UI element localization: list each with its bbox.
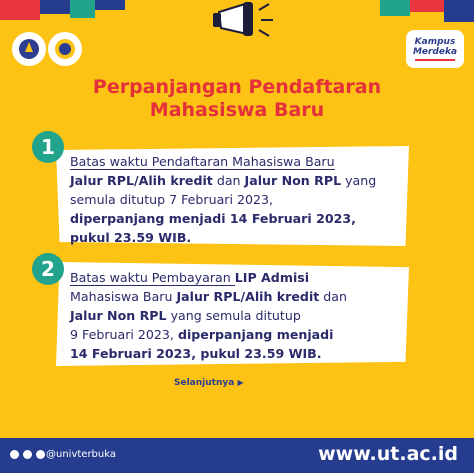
item2-line2-text2: dan: [319, 289, 347, 304]
item1-line2-bold1: Jalur RPL/Alih kredit: [70, 173, 213, 188]
item1-line1: Batas waktu Pendaftaran Mahasiswa Baru: [70, 154, 335, 169]
item2-line4-bold: diperpanjang menjadi: [177, 327, 334, 342]
item2-line2-text: Mahasiswa Baru: [70, 289, 177, 304]
item2-line1-text: Batas waktu Pembayaran: [70, 270, 235, 285]
item2-line1-bold: LIP Admisi: [234, 270, 310, 285]
item1-line4: diperpanjang menjadi 14 Februari 2023,: [70, 211, 356, 226]
item1-line3: semula ditutup 7 Februari 2023,: [70, 192, 274, 207]
item2-line2-bold: Jalur RPL/Alih kredit: [176, 289, 320, 304]
instagram-icon[interactable]: [36, 450, 45, 459]
social-icons: [10, 450, 45, 459]
item1-line2-text2: yang: [341, 173, 377, 188]
page-title-line1: Perpanjangan Pendaftaran: [92, 76, 382, 98]
kampus-text: Kampus: [414, 37, 456, 47]
social-handle[interactable]: @univterbuka: [46, 449, 116, 460]
item1-line2-text: dan: [212, 173, 245, 188]
website-url[interactable]: www.ut.ac.id: [318, 443, 458, 465]
tut-wuri-logo: [12, 32, 46, 66]
kampus-merdeka-logo: [406, 30, 464, 68]
ut-logo: [48, 32, 82, 66]
page-title-line2: Mahasiswa Baru: [149, 99, 325, 121]
item1-line2-bold2: Jalur Non RPL: [244, 173, 342, 188]
twitter-icon[interactable]: [23, 450, 32, 459]
item1-line5: pukul 23.59 WIB.: [70, 230, 192, 245]
kampus-underline: [415, 59, 455, 61]
play-arrow-icon: ▶: [237, 378, 244, 387]
item2-line3-text: yang semula ditutup: [166, 308, 301, 323]
next-label: Selanjutnya: [174, 378, 235, 388]
info-text-2: [70, 268, 347, 363]
number-badge-1: 1: [32, 131, 64, 163]
item2-line4-text: 9 Februari 2023,: [70, 327, 178, 342]
facebook-icon[interactable]: [10, 450, 19, 459]
item2-line3-bold: Jalur Non RPL: [70, 308, 167, 323]
footer-bar: [0, 438, 474, 473]
megaphone-icon: [205, 0, 285, 46]
info-text-1: [70, 152, 376, 247]
item2-line5: 14 Februari 2023, pukul 23.59 WIB.: [70, 346, 322, 361]
next-link[interactable]: [174, 378, 244, 388]
merdeka-text: Merdeka: [412, 47, 458, 57]
number-badge-2: 2: [32, 253, 64, 285]
